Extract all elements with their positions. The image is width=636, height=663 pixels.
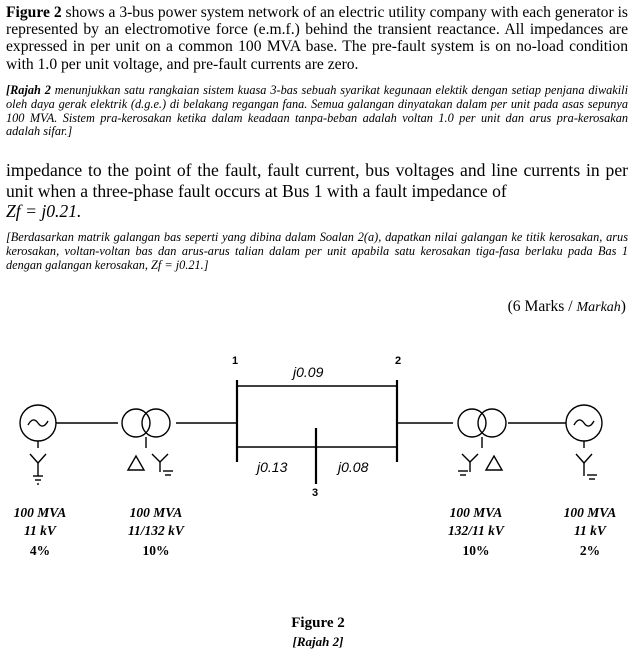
intro-text: shows a 3-bus power system network of an electric utility company with each generator is represented by an electromotive force (e.m.f.) behind the transient reactance. All impedances are expressed in per unit on a common 100 MVA base. The pre-fault system is on no-load condition with 1.0 per unit voltage, and pre-fault currents are zero. [6,4,629,73]
part-paragraph-malay: [Berdasarkan matrik galangan bas seperti yang dibina dalam Soalan 2(a), dapatkan nilai galangan ke titik kerosakan, arus kerosakan, voltan-voltan bas dan arus-arus talian dalam per unit apabila satu kerosakan tiga-fasa berlaku pada Bas 1 dengan galangan kerosakan, Zf = j0.21.] [6,230,628,272]
intro-paragraph-malay [6,84,628,139]
wye-ground-left-icon [30,441,46,484]
right-gen-voltage: 11 kV [574,523,606,538]
bus-2-label: 2 [395,355,402,367]
right-tx-rating: 100 MVA [449,505,503,520]
intro-text-malay: menunjukkan satu rangkaian sistem kuasa 3-bas sebuah syarikat kegunaan elektik dengan setiap penjana diwakili oleh daya gerak elektrik (d.g.e.) di belakang regangan fana. Semua galangan dinyatakan dalam per unit pada asas sepunya 100 MVA. Sistem pra-kerosakan ketika dalam keadaan tanpa-beban adalah voltan 1.0 per unit dan arus pra-kerosakan adalah sifar.] [6,83,629,139]
part-text: impedance to the point of the fault, fault current, bus voltages and line currents in per unit when a three-phase fault occurs at Bus 1 with a fault impedance of [6,160,628,201]
left-tx-reactance: 10% [142,543,170,558]
bus-3-label: 3 [312,487,319,499]
wye-delta-right-icon [458,437,502,475]
right-tx-reactance: 10% [462,543,490,558]
wye-ground-right-icon [576,441,597,479]
single-line-diagram [0,340,636,615]
left-tx-rating: 100 MVA [129,505,183,520]
left-gen-reactance: 4% [29,543,51,558]
intro-paragraph [6,4,628,73]
left-gen-voltage: 11 kV [24,523,56,538]
line-2-3-impedance: j0.08 [338,459,369,475]
right-gen-rating: 100 MVA [563,505,617,520]
bus-1-label: 1 [232,355,239,367]
right-gen-reactance: 2% [579,543,601,558]
figure-caption-malay: [Rajah 2] [292,634,344,649]
fault-impedance-equation: Zf = j0.21. [6,201,82,222]
line-1-2-impedance: j0.09 [293,364,324,380]
line-1-3-impedance: j0.13 [257,459,288,475]
figure-caption: Figure 2 [291,615,345,631]
figure-ref-malay: [Rajah 2 [6,83,51,97]
delta-wye-left-icon [128,437,173,475]
part-paragraph [6,160,628,222]
left-tx-voltage: 11/132 kV [128,523,184,538]
marks-label: (6 Marks / Markah) [507,298,626,315]
left-gen-rating: 100 MVA [13,505,67,520]
right-tx-voltage: 132/11 kV [448,523,504,538]
figure-ref: Figure 2 [6,4,62,21]
